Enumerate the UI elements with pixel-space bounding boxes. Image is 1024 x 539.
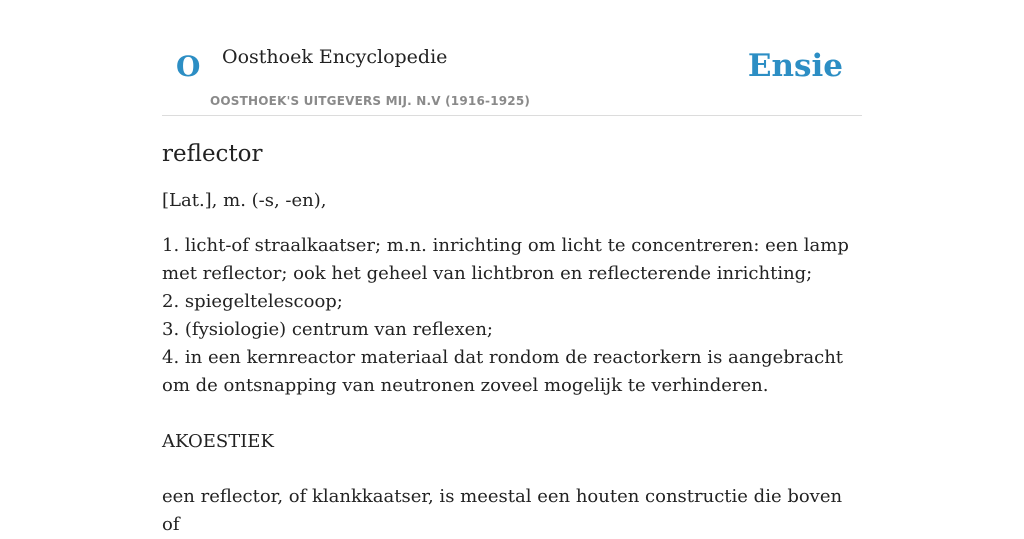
sense-item: 1. licht-of straalkaatser; m.n. inrichting om licht te concentreren: een lamp met reflector; ook het geheel van lichtbron en reflecterende inrichting; [162,235,849,285]
section-paragraph: een reflector, of klankkaatser, is meestal een houten constructie die boven of [162,486,843,536]
section-heading: AKOESTIEK [162,431,274,453]
ensie-logo[interactable]: Ensie [747,48,843,84]
publisher-label: OOSTHOEK'S UITGEVERS MIJ. N.V (1916-1925) [210,94,531,108]
book-title-link[interactable]: Oosthoek Encyclopedie [222,46,448,68]
sense-list [162,232,862,400]
sense-item: 3. (fysiologie) centrum van reflexen; [162,319,493,341]
sense-item: 2. spiegeltelescoop; [162,291,343,313]
letter-index-mark[interactable]: O [176,50,201,83]
entry-headword: reflector [162,141,263,167]
source-header [162,0,862,116]
page [162,0,862,536]
entry-grammar: [Lat.], m. (-s, -en), [162,190,327,212]
entry-content [162,138,862,539]
sense-item: 4. in een kernreactor materiaal dat rondom de reactorkern is aangebracht om de ontsnapping van neutronen zoveel mogelijk te verhinderen. [162,347,844,397]
